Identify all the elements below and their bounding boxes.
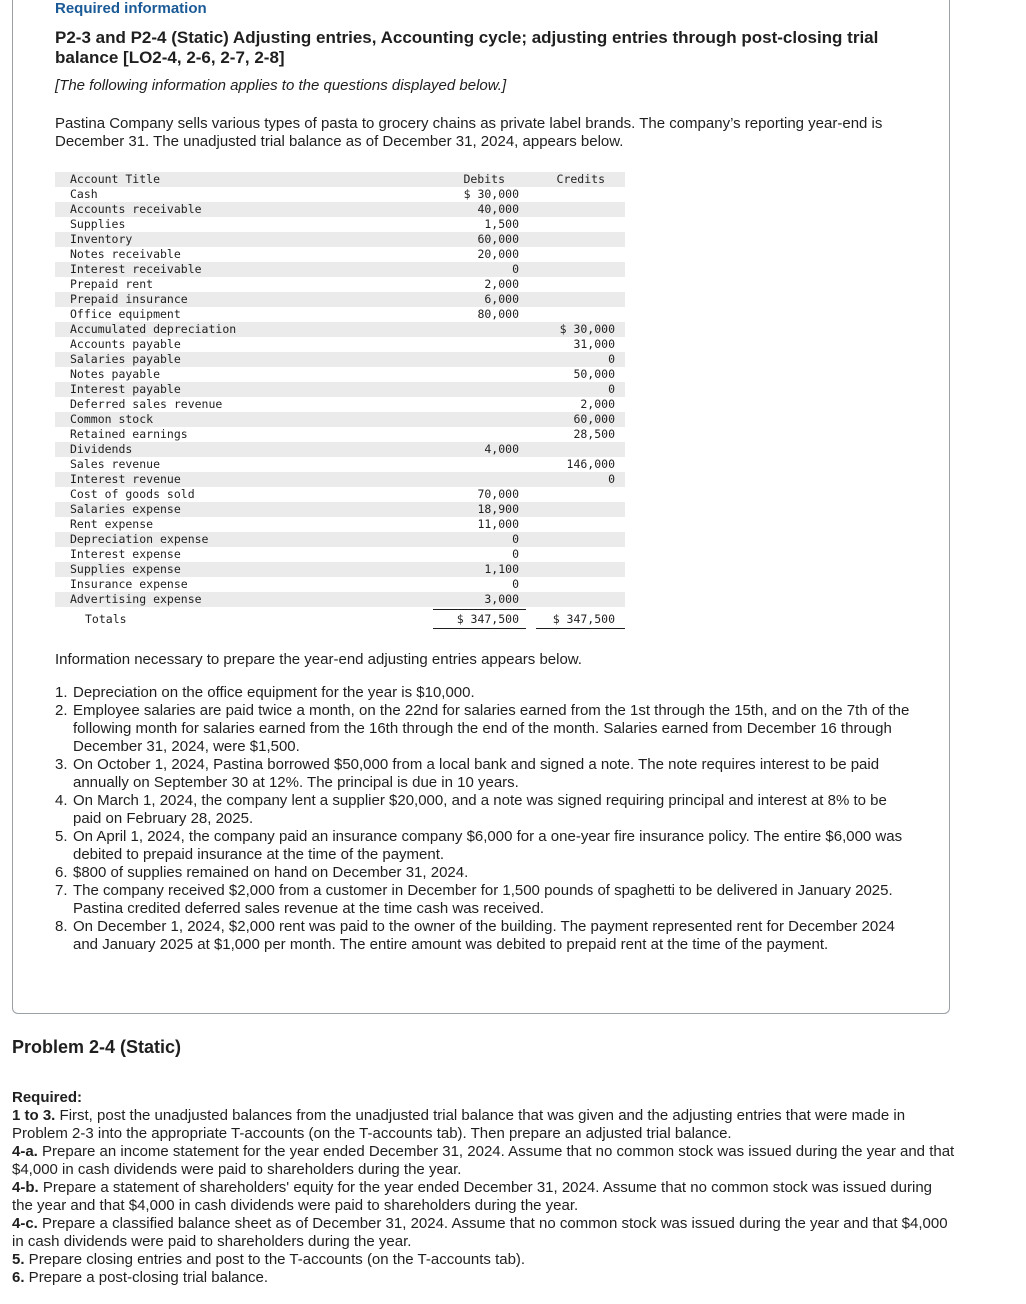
- account-title: Cash: [70, 187, 98, 201]
- credit-value: 28,500: [573, 427, 615, 441]
- account-title: Dividends: [70, 442, 133, 456]
- required-item-text: First, post the unadjusted balances from the unadjusted trial balance that was given and the adjusting entries that were made in Problem 2-3 into the appropriate T-accounts (on the T-accounts tab). Then prepare an adjusted trial balance.: [12, 1107, 906, 1142]
- debit-value: 0: [512, 532, 519, 546]
- required-item: [12, 1143, 957, 1179]
- list-item-number: 6.: [55, 864, 68, 881]
- debit-value: 6,000: [484, 292, 519, 306]
- problem-title-heading: P2-3 and P2-4 (Static) Adjusting entries, Accounting cycle; adjusting entries through post-closing trial balance [LO2-4, 2-6, 2-7, 2-8]: [55, 28, 879, 67]
- debit-value: 1,500: [484, 217, 519, 231]
- account-title: Inventory: [70, 232, 133, 246]
- account-title: Office equipment: [70, 307, 181, 321]
- table-row: [55, 442, 625, 457]
- required-section: [12, 1089, 957, 1287]
- account-title: Prepaid insurance: [70, 292, 188, 306]
- table-row: [55, 232, 625, 247]
- list-item-text: Employee salaries are paid twice a month, on the 22nd for salaries earned from the 1st through the 15th, and on the 7th of the following month for salaries earned from the 16th through the end of the month. Salaries earned from December 16 through December 31, 2024, were $1,500.: [73, 702, 910, 755]
- list-item: [55, 792, 915, 828]
- account-title: Salaries expense: [70, 502, 181, 516]
- table-row: [55, 532, 625, 547]
- table-row: [55, 397, 625, 412]
- required-item-label: 5.: [12, 1251, 25, 1268]
- debit-value: 2,000: [484, 277, 519, 291]
- account-title: Common stock: [70, 412, 154, 426]
- list-item-text: $800 of supplies remained on hand on December 31, 2024.: [73, 864, 469, 881]
- intro-paragraph: Pastina Company sells various types of pasta to grocery chains as private label brands. The company’s reporting year-end is December 31. The unadjusted trial balance as of December 31, 2024, appears below.: [55, 115, 883, 150]
- totals-row: [55, 609, 625, 629]
- adjusting-items-list: [55, 684, 915, 954]
- account-title: Notes receivable: [70, 247, 181, 261]
- list-item: [55, 702, 915, 756]
- account-title: Notes payable: [70, 367, 161, 381]
- required-item-label: 4-b.: [12, 1179, 39, 1196]
- account-title: Interest payable: [70, 382, 181, 396]
- table-row: [55, 547, 625, 562]
- debits-header: Debits: [463, 172, 505, 186]
- list-item-text: On October 1, 2024, Pastina borrowed $50,000 from a local bank and signed a note. The note requires interest to be paid annually on September 30 at 12%. The principal is due in 10 years.: [73, 756, 880, 791]
- unadjusted-trial-balance-table: [55, 172, 625, 629]
- account-title: Salaries payable: [70, 352, 181, 366]
- table-row: [55, 562, 625, 577]
- list-item-number: 5.: [55, 828, 68, 845]
- credit-value: 0: [608, 472, 615, 486]
- debit-value: 11,000: [477, 517, 519, 531]
- account-title: Prepaid rent: [70, 277, 154, 291]
- required-item-text: Prepare a statement of shareholders' equity for the year ended December 31, 2024. Assume that no common stock was issued during the year and that $4,000 in cash dividends were paid to shareholders during the year.: [12, 1179, 933, 1214]
- table-row: [55, 217, 625, 232]
- account-title: Supplies expense: [70, 562, 181, 576]
- list-item-number: 8.: [55, 918, 68, 935]
- required-item: [12, 1215, 957, 1251]
- debit-value: 40,000: [477, 202, 519, 216]
- list-item: [55, 828, 915, 864]
- table-row: [55, 412, 625, 427]
- table-row: [55, 247, 625, 262]
- account-title: Deferred sales revenue: [70, 397, 223, 411]
- account-title: Retained earnings: [70, 427, 188, 441]
- required-item-label: 4-c.: [12, 1215, 38, 1232]
- list-item: [55, 684, 915, 702]
- credit-value: 31,000: [573, 337, 615, 351]
- credit-value: 2,000: [580, 397, 615, 411]
- table-body: [55, 187, 625, 607]
- credit-value: 146,000: [566, 457, 615, 471]
- debit-value: 18,900: [477, 502, 519, 516]
- table-row: [55, 307, 625, 322]
- table-row: [55, 502, 625, 517]
- required-item: [12, 1251, 957, 1269]
- required-item-text: Prepare an income statement for the year ended December 31, 2024. Assume that no common stock was issued during the year and that $4,000 in cash dividends were paid to shareholders during the year.: [12, 1143, 955, 1178]
- table-row: [55, 337, 625, 352]
- list-item-text: The company received $2,000 from a customer in December for 1,500 pounds of spaghetti to be delivered in January 2025. Pastina credited deferred sales revenue at the time cash was received.: [73, 882, 893, 917]
- table-row: [55, 487, 625, 502]
- debit-value: 0: [512, 547, 519, 561]
- list-item-text: On December 1, 2024, $2,000 rent was paid to the owner of the building. The payment represented rent for December 2024 and January 2025 at $1,000 per month. The entire amount was debited to prepaid rent at the time of the payment.: [73, 918, 895, 953]
- table-row: [55, 427, 625, 442]
- credit-value: $ 30,000: [559, 322, 615, 336]
- account-title: Sales revenue: [70, 457, 161, 471]
- required-item-label: 6.: [12, 1269, 25, 1286]
- credit-value: 60,000: [573, 412, 615, 426]
- problem-2-4-heading: Problem 2-4 (Static): [12, 1037, 182, 1057]
- adjusting-info-intro: Information necessary to prepare the year-end adjusting entries appears below.: [55, 651, 582, 668]
- totals-label: Totals: [85, 612, 127, 626]
- credit-value: 50,000: [573, 367, 615, 381]
- table-row: [55, 322, 625, 337]
- required-items: [12, 1107, 957, 1287]
- account-title: Interest revenue: [70, 472, 181, 486]
- credit-value: 0: [608, 382, 615, 396]
- debit-value: 0: [512, 577, 519, 591]
- account-title: Cost of goods sold: [70, 487, 195, 501]
- table-header-row: [55, 172, 625, 187]
- required-item-text: Prepare a classified balance sheet as of December 31, 2024. Assume that no common stock was issued during the year and that $4,000 in cash dividends were paid to shareholders during the year.: [12, 1215, 948, 1250]
- table-row: [55, 352, 625, 367]
- debit-value: 70,000: [477, 487, 519, 501]
- account-title: Insurance expense: [70, 577, 188, 591]
- applies-note: [The following information applies to the questions displayed below.]: [55, 77, 507, 94]
- debit-value: $ 30,000: [463, 187, 519, 201]
- required-label: Required:: [12, 1089, 83, 1106]
- list-item-number: 1.: [55, 684, 68, 701]
- list-item: [55, 864, 915, 882]
- list-item-text: On April 1, 2024, the company paid an insurance company $6,000 for a one-year fire insurance policy. The entire $6,000 was debited to prepaid insurance at the time of the payment.: [73, 828, 903, 863]
- table-row: [55, 577, 625, 592]
- list-item-number: 2.: [55, 702, 68, 719]
- account-title-header: Account Title: [70, 172, 161, 186]
- account-title: Interest receivable: [70, 262, 202, 276]
- account-title: Advertising expense: [70, 592, 202, 606]
- table-row: [55, 382, 625, 397]
- table-row: [55, 262, 625, 277]
- required-item-text: Prepare closing entries and post to the T-accounts (on the T-accounts tab).: [24, 1251, 526, 1268]
- debit-value: 80,000: [477, 307, 519, 321]
- list-item-number: 4.: [55, 792, 68, 809]
- account-title: Accounts payable: [70, 337, 181, 351]
- table-row: [55, 277, 625, 292]
- required-information-heading: Required information: [55, 0, 207, 17]
- list-item-text: On March 1, 2024, the company lent a supplier $20,000, and a note was signed requiring principal and interest at 8% to be paid on February 28, 2025.: [73, 792, 887, 827]
- debit-value: 0: [512, 262, 519, 276]
- table-row: [55, 202, 625, 217]
- debit-value: 1,100: [484, 562, 519, 576]
- required-item: [12, 1107, 957, 1143]
- debit-value: 4,000: [484, 442, 519, 456]
- credits-header: Credits: [556, 172, 605, 186]
- table-row: [55, 517, 625, 532]
- list-item: [55, 756, 915, 792]
- table-row: [55, 367, 625, 382]
- debit-value: 3,000: [484, 592, 519, 606]
- debit-value: 60,000: [477, 232, 519, 246]
- list-item: [55, 882, 915, 918]
- table-row: [55, 472, 625, 487]
- required-item-label: 4-a.: [12, 1143, 38, 1160]
- required-item: [12, 1269, 957, 1287]
- totals-credit: $ 347,500: [552, 612, 615, 626]
- account-title: Accounts receivable: [70, 202, 202, 216]
- required-item: [12, 1179, 957, 1215]
- list-item-number: 7.: [55, 882, 68, 899]
- account-title: Supplies: [70, 217, 126, 231]
- table-row: [55, 292, 625, 307]
- debit-value: 20,000: [477, 247, 519, 261]
- table-row: [55, 592, 625, 607]
- table-row: [55, 187, 625, 202]
- list-item-number: 3.: [55, 756, 68, 773]
- account-title: Depreciation expense: [70, 532, 209, 546]
- list-item: [55, 918, 915, 954]
- account-title: Accumulated depreciation: [70, 322, 237, 336]
- credit-value: 0: [608, 352, 615, 366]
- list-item-text: Depreciation on the office equipment for the year is $10,000.: [73, 684, 475, 701]
- required-item-text: Prepare a post-closing trial balance.: [24, 1269, 268, 1286]
- account-title: Interest expense: [70, 547, 181, 561]
- totals-debit: $ 347,500: [456, 612, 519, 626]
- table-row: [55, 457, 625, 472]
- account-title: Rent expense: [70, 517, 154, 531]
- required-item-label: 1 to 3.: [12, 1107, 56, 1124]
